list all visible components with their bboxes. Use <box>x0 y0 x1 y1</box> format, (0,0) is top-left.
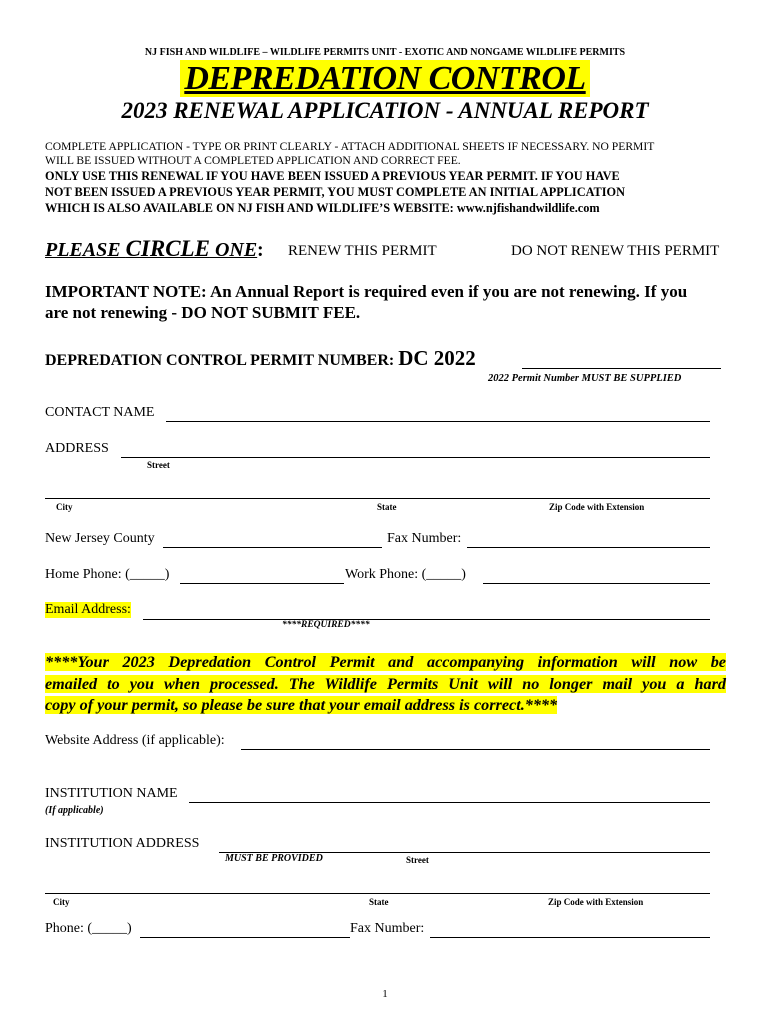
email-notice-line-2: emailed to you when processed. The Wildlife Permits Unit will no longer mail you a hard <box>45 674 726 693</box>
circle-colon: : <box>257 239 264 261</box>
email-notice-line-1: ****Your 2023 Depredation Control Permit and accompanying information will now be <box>45 653 726 671</box>
email-notice-line-3: copy of your permit, so please be sure that your email address is correct.**** <box>45 696 558 714</box>
address-city-state-zip-field[interactable] <box>45 498 710 499</box>
fax-label: Fax Number: <box>387 531 462 546</box>
state-caption: State <box>377 502 397 512</box>
work-phone-label: Work Phone: (_____) <box>345 567 466 582</box>
institution-address-label: INSTITUTION ADDRESS <box>45 836 200 851</box>
county-field[interactable] <box>163 547 382 548</box>
permit-label-text: DEPREDATION CONTROL PERMIT NUMBER: <box>45 352 399 369</box>
permit-number-note: 2022 Permit Number MUST BE SUPPLIED <box>488 373 682 384</box>
work-phone-field[interactable] <box>483 583 710 584</box>
street-caption: Street <box>147 460 170 470</box>
contact-name-field[interactable] <box>166 421 710 422</box>
permit-number-label <box>45 346 476 371</box>
website-label: Website Address (if applicable): <box>45 733 225 748</box>
city-caption: City <box>56 502 73 512</box>
page-number: 1 <box>382 988 388 1000</box>
website-field[interactable] <box>241 749 710 750</box>
must-be-provided-caption: MUST BE PROVIDED <box>225 853 323 864</box>
institution-name-field[interactable] <box>189 802 710 803</box>
circle-suffix: ONE <box>209 239 258 261</box>
email-field[interactable] <box>143 619 710 620</box>
email-required-caption: ****REQUIRED**** <box>282 620 370 630</box>
address-street-field[interactable] <box>121 457 710 458</box>
inst-phone-label: Phone: (_____) <box>45 921 132 936</box>
institution-city-state-zip-field[interactable] <box>45 893 710 894</box>
email-label: Email Address: <box>45 602 131 617</box>
permit-number-field[interactable] <box>522 368 721 369</box>
inst-phone-field[interactable] <box>140 937 350 938</box>
form-title-text: DEPREDATION CONTROL <box>180 60 589 97</box>
inst-city-caption: City <box>53 897 70 907</box>
agency-header: NJ FISH AND WILDLIFE – WILDLIFE PERMITS UNIT - EXOTIC AND NONGAME WILDLIFE PERMITS <box>144 47 626 58</box>
inst-street-caption: Street <box>406 855 429 865</box>
important-note-line-2: are not renewing - DO NOT SUBMIT FEE. <box>45 303 361 322</box>
inst-zip-caption: Zip Code with Extension <box>548 897 644 907</box>
instructions-bold-3: WHICH IS ALSO AVAILABLE ON NJ FISH AND WILDLIFE’S WEBSITE: www.njfishandwildlife.com <box>45 201 600 215</box>
inst-fax-field[interactable] <box>430 937 710 938</box>
inst-fax-label: Fax Number: <box>350 921 425 936</box>
contact-name-label: CONTACT NAME <box>45 405 155 420</box>
circle-big: CIRCLE <box>125 236 210 261</box>
form-subtitle: 2023 RENEWAL APPLICATION - ANNUAL REPORT <box>121 98 649 123</box>
important-note-line-1: IMPORTANT NOTE: An Annual Report is required even if you are not renewing. If you <box>45 282 688 301</box>
instructions-bold-2: NOT BEEN ISSUED A PREVIOUS YEAR PERMIT, YOU MUST COMPLETE AN INITIAL APPLICATION <box>45 185 625 199</box>
form-title <box>0 60 770 98</box>
institution-name-label: INSTITUTION NAME <box>45 786 178 801</box>
fax-field[interactable] <box>467 547 710 548</box>
option-do-not-renew[interactable]: DO NOT RENEW THIS PERMIT <box>511 243 720 259</box>
county-label: New Jersey County <box>45 531 155 546</box>
home-phone-label: Home Phone: (_____) <box>45 567 170 582</box>
if-applicable-caption: (If applicable) <box>45 805 104 816</box>
instructions-line-1: COMPLETE APPLICATION - TYPE OR PRINT CLEARLY - ATTACH ADDITIONAL SHEETS IF NECESSARY. NO PERMIT <box>45 140 655 153</box>
address-label: ADDRESS <box>45 441 109 456</box>
option-renew[interactable]: RENEW THIS PERMIT <box>288 243 437 259</box>
email-notice <box>45 652 726 717</box>
circle-prefix: PLEASE <box>45 239 126 261</box>
permit-prefix: DC 2022 <box>398 346 476 370</box>
instructions-line-2: WILL BE ISSUED WITHOUT A COMPLETED APPLICATION AND CORRECT FEE. <box>45 154 461 167</box>
circle-one-label <box>45 236 257 262</box>
instructions-bold-1: ONLY USE THIS RENEWAL IF YOU HAVE BEEN ISSUED A PREVIOUS YEAR PERMIT. IF YOU HAVE <box>45 169 620 183</box>
inst-state-caption: State <box>369 897 389 907</box>
zip-caption: Zip Code with Extension <box>549 502 645 512</box>
home-phone-field[interactable] <box>180 583 344 584</box>
